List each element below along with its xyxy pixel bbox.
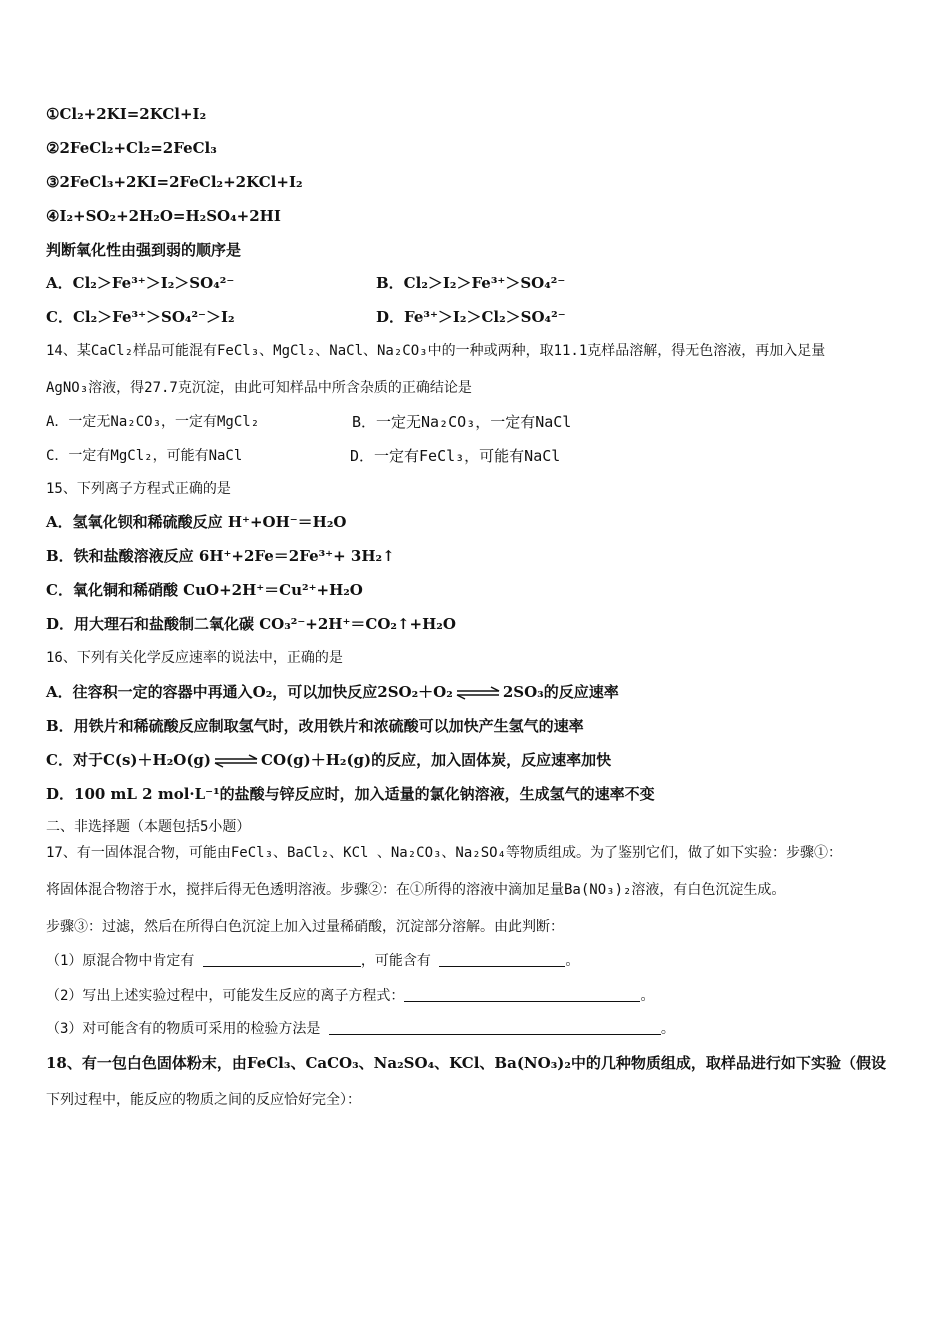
q15-stem: 15、下列离子方程式正确的是	[46, 481, 231, 497]
q17-sub-1-label: （1）原混合物中肯定有	[46, 953, 195, 969]
q16-option-a-tail: 2SO₃的反应速率	[502, 683, 619, 701]
q17-sub-2-label: （2）写出上述实验过程中，可能发生反应的离子方程式：	[46, 988, 405, 1004]
q13-option-a: A．Cl₂＞Fe³⁺＞I₂＞SO₄²⁻	[46, 274, 235, 292]
reaction-2: ②2FeCl₂+Cl₂=2FeCl₃	[46, 139, 217, 157]
answer-blank-2[interactable]	[439, 952, 565, 967]
q17-sub-2	[46, 986, 654, 1006]
q16-option-c-tail: CO(g)＋H₂(g)的反应，加入固体炭，反应速率加快	[261, 751, 612, 769]
answer-blank-4[interactable]	[329, 1020, 661, 1035]
q17-sub-3-end: 。	[660, 1021, 675, 1037]
q13-option-b: B．Cl₂＞I₂＞Fe³⁺＞SO₄²⁻	[376, 274, 566, 292]
q17-line-3: 步骤③：过滤，然后在所得白色沉淀上加入过量稀硝酸，沉淀部分溶解。由此判断：	[46, 919, 564, 935]
q16-option-b: B．用铁片和稀硫酸反应制取氢气时，改用铁片和浓硫酸可以加快产生氢气的速率	[46, 717, 584, 735]
q17-sub-1-mid: ，可能含有	[360, 953, 431, 969]
q17-line-1: 17、有一固体混合物，可能由FeCl₃、BaCl₂、KCl 、Na₂CO₃、Na₂SO₄等物质组成。为了鉴别它们，做了如下实验：步骤①：	[46, 845, 843, 861]
q18-line-1: 18、有一包白色固体粉末，由FeCl₃、CaCO₃、Na₂SO₄、KCl、Ba(NO₃)₂中的几种物质组成，取样品进行如下实验（假设	[46, 1054, 886, 1072]
q15-option-c: C．氧化铜和稀硝酸 CuO+2H⁺＝Cu²⁺+H₂O	[46, 581, 363, 599]
q16-option-a	[46, 682, 619, 702]
q14-option-a: A．一定无Na₂CO₃，一定有MgCl₂	[46, 414, 260, 430]
q15-option-a: A．氢氧化钡和稀硫酸反应 H⁺+OH⁻＝H₂O	[46, 513, 347, 531]
q16-stem: 16、下列有关化学反应速率的说法中，正确的是	[46, 650, 343, 666]
q17-sub-3	[46, 1019, 675, 1039]
section-2-title: 二、非选择题（本题包括5小题）	[46, 819, 251, 835]
q14-line-1: 14、某CaCl₂样品可能混有FeCl₃、MgCl₂、NaCl、Na₂CO₃中的一种或两种，取11.1克样品溶解，得无色溶液，再加入足量	[46, 343, 826, 359]
q14-option-d: D．一定有FeCl₃，可能有NaCl	[350, 447, 561, 465]
q13-option-c: C．Cl₂＞Fe³⁺＞SO₄²⁻＞I₂	[46, 308, 235, 326]
q17-sub-3-label: （3）对可能含有的物质可采用的检验方法是	[46, 1021, 321, 1037]
answer-blank-1[interactable]	[203, 952, 361, 967]
q13-question: 判断氧化性由强到弱的顺序是	[46, 241, 242, 259]
q18-line-2: 下列过程中，能反应的物质之间的反应恰好完全）：	[46, 1092, 361, 1108]
q14-line-2: AgNO₃溶液，得27.7克沉淀，由此可知样品中所含杂质的正确结论是	[46, 380, 472, 396]
q16-option-a-text: A．往容积一定的容器中再通入O₂，可以加快反应2SO₂＋O₂	[46, 683, 453, 701]
reaction-3: ③2FeCl₃+2KI=2FeCl₂+2KCl+I₂	[46, 173, 303, 191]
q15-option-b: B．铁和盐酸溶液反应 6H⁺+2Fe＝2Fe³⁺+ 3H₂↑	[46, 547, 395, 565]
q13-option-d: D．Fe³⁺＞I₂＞Cl₂＞SO₄²⁻	[376, 308, 566, 326]
q17-sub-2-end: 。	[640, 988, 655, 1004]
answer-blank-3[interactable]	[404, 987, 640, 1002]
q17-line-2: 将固体混合物溶于水，搅拌后得无色透明溶液。步骤②：在①所得的溶液中滴加足量Ba(NO₃)₂溶液，有白色沉淀生成。	[46, 882, 786, 898]
q14-option-c: C．一定有MgCl₂，可能有NaCl	[46, 448, 243, 464]
reaction-1: ①Cl₂+2KI=2KCl+I₂	[46, 105, 207, 123]
q17-sub-1-end: 。	[565, 953, 580, 969]
reaction-4: ④I₂+SO₂+2H₂O=H₂SO₄+2HI	[46, 207, 281, 225]
equilibrium-arrow-icon	[213, 754, 259, 768]
q16-option-d: D．100 mL 2 mol·L⁻¹的盐酸与锌反应时，加入适量的氯化钠溶液，生成氢气的速率不变	[46, 785, 655, 803]
q17-sub-1	[46, 951, 579, 971]
q15-option-d: D．用大理石和盐酸制二氧化碳 CO₃²⁻+2H⁺＝CO₂↑+H₂O	[46, 615, 456, 633]
equilibrium-arrow-icon	[455, 686, 501, 700]
q16-option-c-text: C．对于C(s)＋H₂O(g)	[46, 751, 212, 769]
q16-option-c	[46, 750, 611, 770]
q14-option-b: B．一定无Na₂CO₃，一定有NaCl	[352, 413, 572, 431]
